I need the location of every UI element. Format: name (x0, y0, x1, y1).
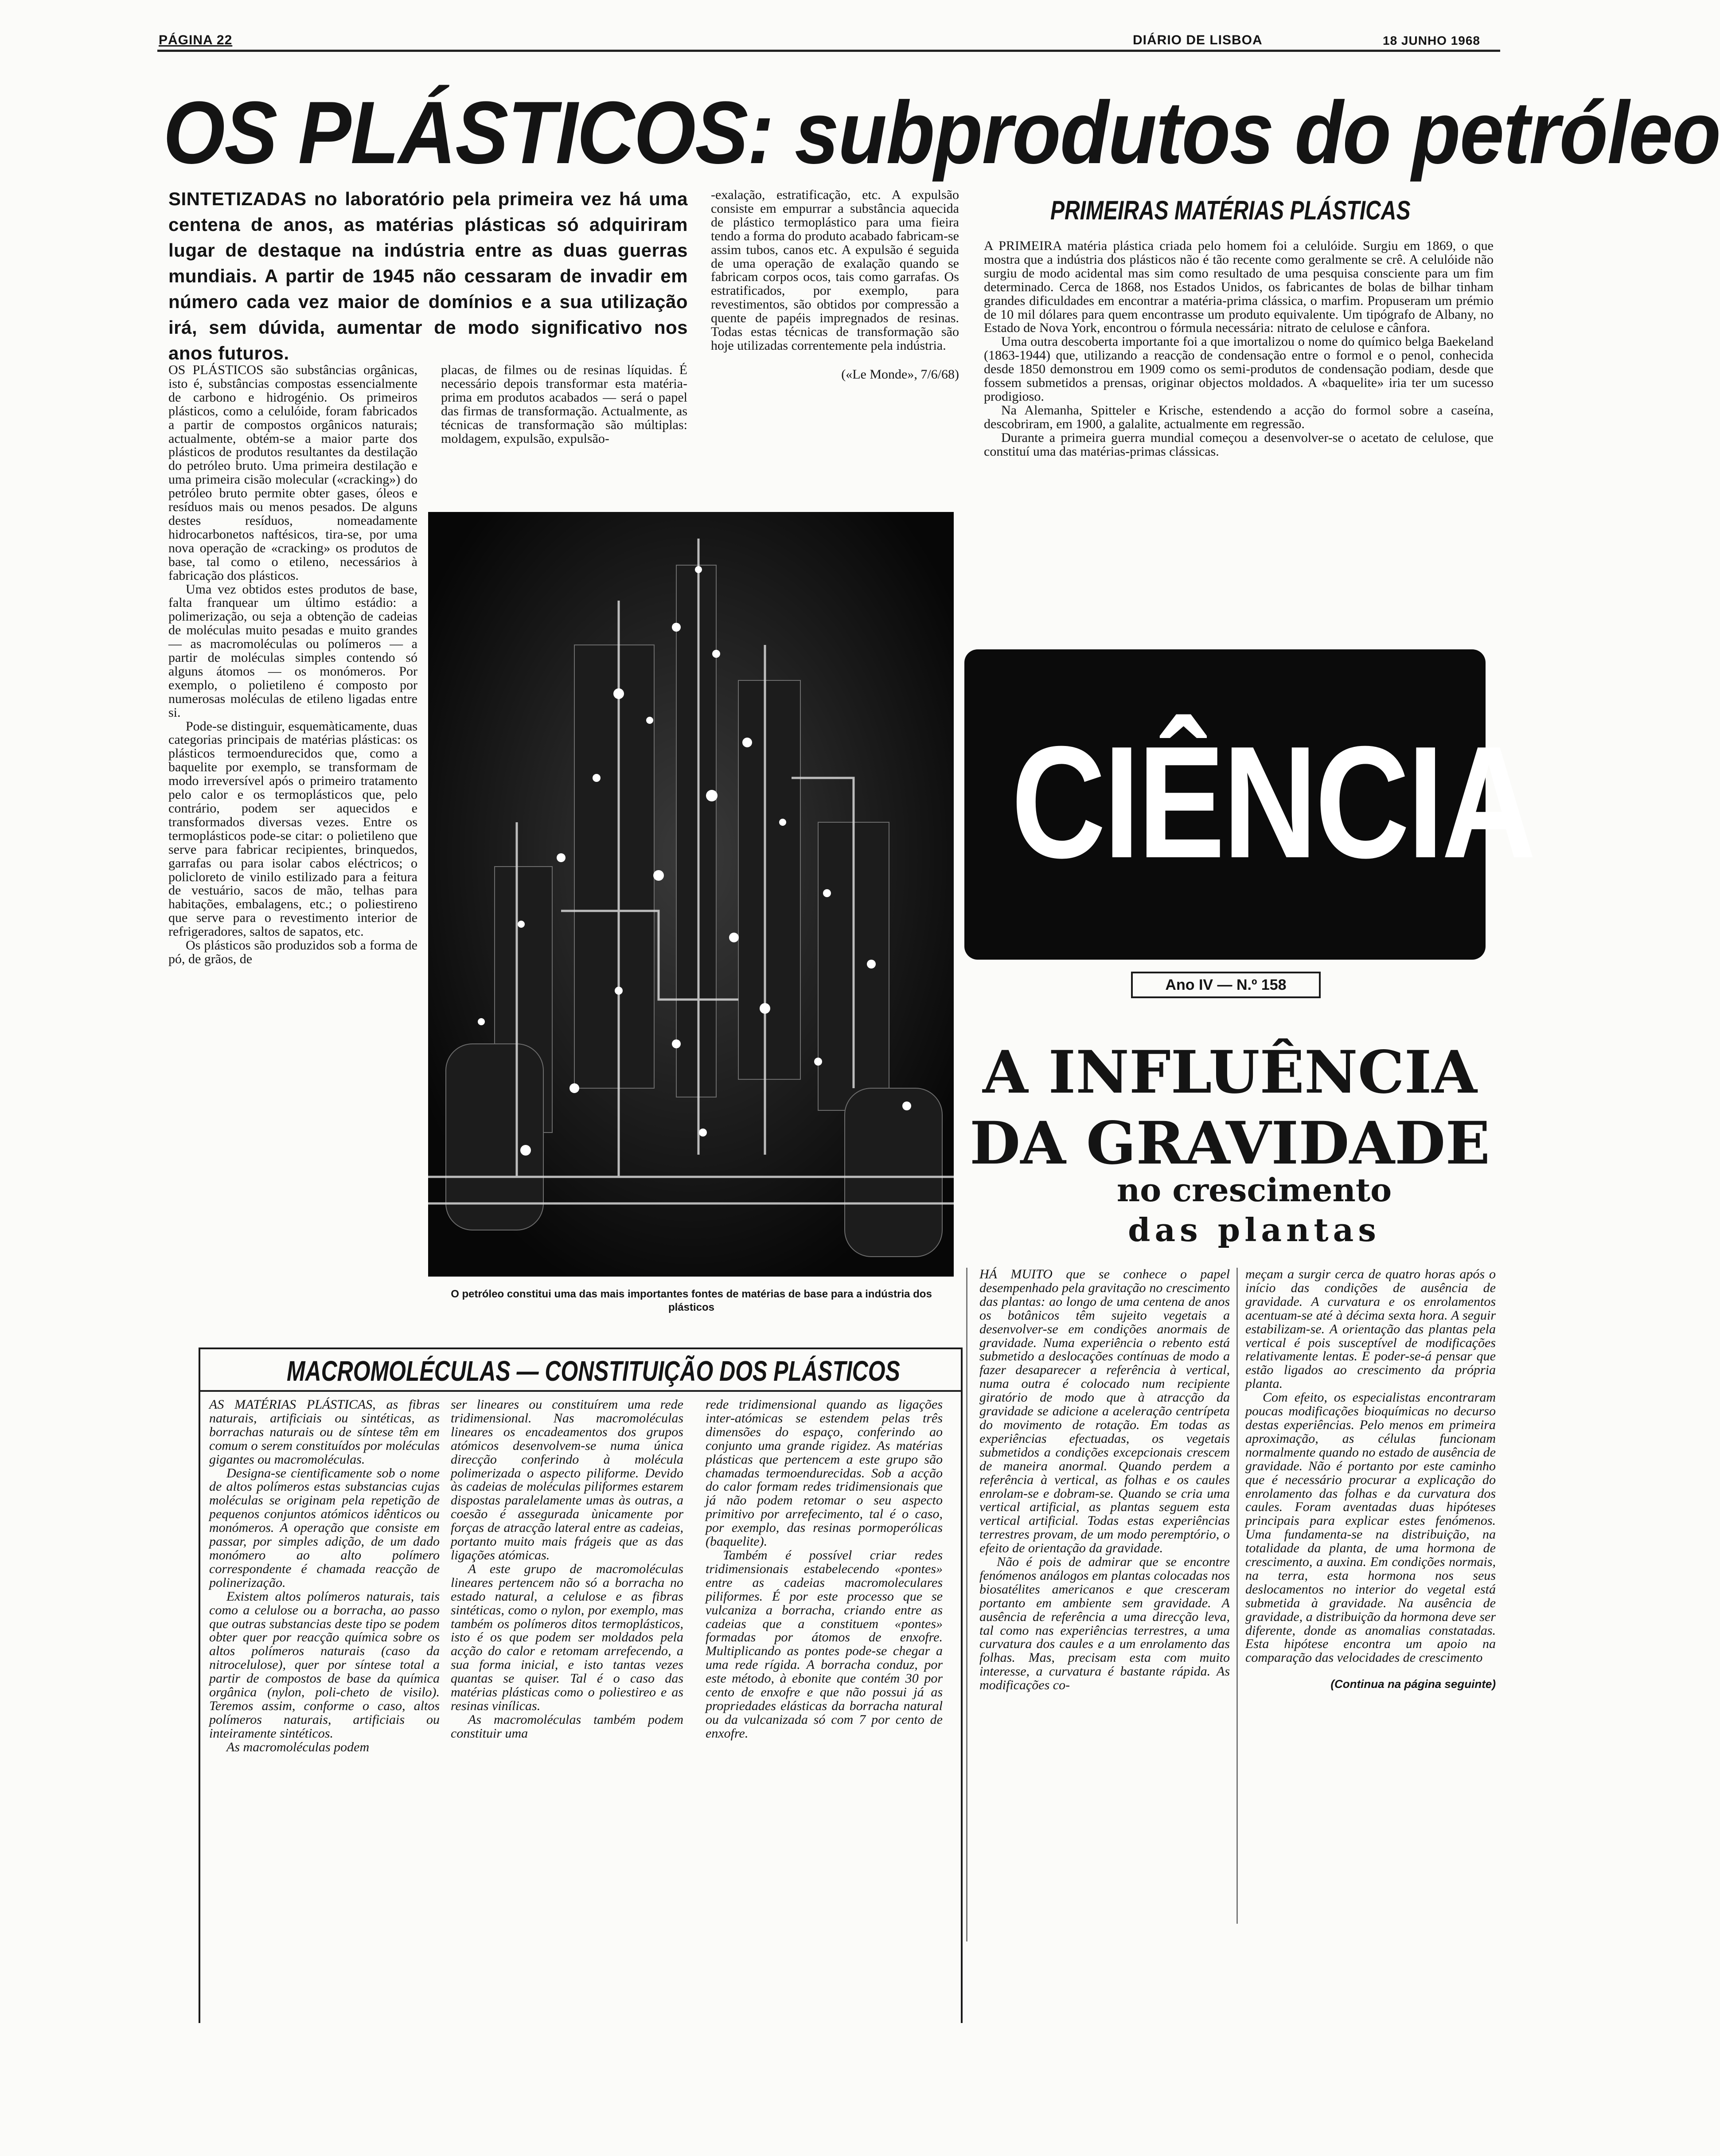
box-col1-para2: Designa-se cientificamente sob o nome de altos polímeros estas substancias cujas moléculas se originam pela repetição de pequenos conjuntos atómicos idênticos ou monómeros. A operação que consiste em passar, por simples adição, de um dado monómero ao alto polímero correspondente é chamada reacção de polinerização. (209, 1465, 440, 1590)
box-title-rule (200, 1390, 961, 1392)
article2-subtitle-line2: das plantas (1128, 1211, 1381, 1249)
box-col3-para1: rede tridimensional quando as ligações inter-atómicas se estendem pelas três dimensões do espaço, conferindo ao conjunto uma grande rigidez. As matérias plásticas que pertencem a este grupo são chamadas termoendurecidas. Sob a acção do calor formam redes tridimensionais que já não podem retomar o seu aspecto primitivo por arrefecimento, tal é o caso, por exemplo, das resinas pormoperólicas (baquelite). (706, 1397, 943, 1549)
article1-col1-para1: OS PLÁSTICOS são substâncias orgânicas, isto é, substâncias compostas essencialmente de carbono e hidrogénio. Os primeiros plásticos, como a celulóide, foram fabricados a partir de compostos orgânicos naturais; actualmente, obtém-se a maior parte dos plásticos de produtos resultantes da destilação do petróleo bruto. Uma primeira destilação e uma primeira cisão molecular («cracking») do petróleo bruto permite obter gases, óleos e resíduos mais ou menos pesados. De alguns destes resíduos, nomeadamente hidrocarbonetos naftésicos, tira-se, por uma nova operação de «cracking» os produtos de base, tal como o etileno, necessários à fabricação dos plásticos. (168, 363, 417, 583)
newspaper-name: DIÁRIO DE LISBOA (1133, 33, 1263, 47)
article2-title-line1: A INFLUÊNCIA (983, 1038, 1477, 1107)
box-col3-para2: Também é possível criar redes tridimensionais estabelecendo «pontes» entre as cadeias macromoleculares piliformes. É por este processo que se vulcaniza a borracha, criando entre as cadeias que a constituem «pontes» formadas por átomos de enxofre. Multiplicando as pontes pode-se chegar a uma rede rígida. A borracha conduz, por este método, à ebonite que contém 30 por cento de enxofre e que não possui já as propriedades elásticas da borracha natural ou da vulcanizada só com 7 por cento de enxofre. (706, 1547, 943, 1741)
article2-subtitle (1064, 1170, 1445, 1250)
sidebar-para1: A PRIMEIRA matéria plástica criada pelo homem foi a celulóide. Surgiu em 1869, o que mostra que a indústria dos plásticos não é tão recente como geralmente se crê. A celulóide não surgiu de modo acidental mas sim como resultado de uma pesquisa consciente para um fim determinado. Cerca de 1868, nos Estados Unidos, os fabricantes de bolas de bilhar tinham grandes dificuldades em encontrar a matéria-prima clássica, o marfim. Propuseram um prémio de 10 mil dólares para quem encontrasse um produto equivalente. Um tipógrafo de Albany, no Estado de Nova York, encontrou o fórmula necessária: nitrato de celulose e cânfora. (984, 238, 1494, 336)
article2-continued: (Continua na página seguinte) (1330, 1677, 1496, 1691)
article2-column2 (1245, 1268, 1496, 1691)
article2-col2-para1: meçam a surgir cerca de quatro horas após o início das condições de ausência de gravidade. A curvatura e os enrolamentos acentuam-se até à décima sexta hora. A seguir estabilizam-se. A orientação das plantas pela vertical é pois susceptível de modificações relativamente lentas. E poder-se-á pensar que estão ligados ao crescimento da própria planta. (1245, 1267, 1496, 1391)
issue-date: 18 JUNHO 1968 (1383, 34, 1481, 47)
sidebar-para3: Na Alemanha, Spitteler e Krische, estendendo a acção do formol sobre a caseína, descobriram, em 1900, a galalite, actualmente em regressão. (984, 402, 1494, 431)
box-column3 (706, 1398, 943, 1741)
column-divider (966, 1268, 967, 1941)
article2-subtitle-line1: no crescimento (1116, 1171, 1392, 1209)
photo-caption: O petróleo constitui uma das mais importantes fontes de matérias de base para a indústria dos plásticos (451, 1288, 932, 1313)
lead-paragraph: SINTETIZADAS no laboratório pela primeira vez há uma centena de anos, as matérias plásticas só adquiriram lugar de destaque na indústria entre as duas guerras mundiais. A partir de 1945 não cessaram de invadir em número cada vez maior de domínios e a sua utilização irá, sem dúvida, aumentar de modo significativo nos anos futuros. (168, 188, 688, 363)
box-column2 (451, 1398, 683, 1741)
issue-box: Ano IV — N.º 158 (1131, 972, 1321, 998)
box-col1-para1: AS MATÉRIAS PLÁSTICAS, as fibras naturais, artificiais ou sintéticas, as borrachas naturais ou de síntese têm em comum o serem constituídos por moléculas gigantes ou macromoléculas. (209, 1397, 440, 1467)
article1-col2-text: placas, de filmes ou de resinas líquidas. É necessário depois transformar esta matéria-prima em produtos acabados — será o papel das firmas de transformação. Actualmente, as técnicas de transformação são múltiplas: moldagem, expulsão, expulsão- (441, 363, 687, 446)
article2-col2-para2: Com efeito, os especialistas encontraram poucas modificações bioquímicas no decurso destas experiências. Pelo menos em primeira aproximação, as células funcionam normalmente quando no estado de ausência de gravidade. Não é portanto por este caminho que é necessário procurar a explicação do enrolamento das folhas e da curvatura dos caules. Foram aventadas duas hipóteses principais para explicar estes fenómenos. Uma fundamenta-se na distribuição, na totalidade da planta, de uma hormona de crescimento, a auxina. Em condições normais, na terra, esta hormona nos seus deslocamentos no interior do vegetal está submetida à gravidade. Na ausência de gravidade, a distribuição da hormona deve ser diferente, donde as anomalias constatadas. Esta hipótese encontra um apoio na comparação das velocidades de crescimento (1245, 1390, 1496, 1665)
box-col2-para1: ser lineares ou constituírem uma rede tridimensional. Nas macromoléculas lineares os encadeamentos dos grupos atómicos desenvolvem-se numa única direcção conferindo à molécula polimerizada o aspecto piliforme. Devido às cadeias de moléculas piliformes estarem dispostas paralelamente umas às outras, a coesão é assegurada ùnicamente por forças de atracção lateral entre as cadeias, portanto muito mais frágeis que as das ligações atómicas. (451, 1397, 683, 1562)
box-col1-para3: Existem altos polímeros naturais, tais como a celulose ou a borracha, ao passo que outras substancias deste tipo se podem obter quer por reacção química sobre os altos polímeros naturais (caso da nitrocelulose), quer por síntese total a partir de compostos de base da química orgânica (nylon, poli-cheto de visilo). Teremos assim, conforme o caso, altos polímeros naturais, artificiais ou inteiramente sintéticos. (209, 1589, 440, 1741)
article2-col1-para2: Não é pois de admirar que se encontre fenómenos análogos em plantas colocadas nos biosatélites americanos e que cresceram portanto em ambiente sem gravidade. A ausência de referência a uma direcção leva, tal como nas experiências terrestres, a uma curvatura dos caules e a um enrolamento das folhas. Mas, precisam esta com muito interesse, a curvatura é bastante rápida. As modificações co- (979, 1555, 1230, 1693)
box-col2-para2: A este grupo de macromoléculas lineares pertencem não só a borracha no estado natural, a celulose e as fibras sintéticas, como o nylon, por exemplo, mas também os polímeros ditos termoplásticos, isto é os que podem ser moldados pela acção do calor e retomam arrefecendo, a sua forma inicial, e isto tantas vezes quantas se quiser. Tal é o caso das matérias plásticas como o poliestireo e as resinas vinílicas. (451, 1561, 683, 1713)
article1-source: («Le Monde», 7/6/68) (841, 367, 959, 382)
section-banner (964, 649, 1534, 960)
column-divider (1236, 1268, 1238, 1924)
macromolecules-box (199, 1348, 963, 2023)
sidebar-para4: Durante a primeira guerra mundial começou a desenvolver-se o acetato de celulose, que constituí uma das matérias-primas clássicas. (984, 430, 1494, 459)
article2-title-line2: DA GRAVIDADE (969, 1109, 1490, 1178)
section-name: CIÊNCIA (1011, 713, 1534, 891)
header-rule (157, 50, 1500, 52)
article1-column2 (441, 363, 687, 445)
page-number: PÁGINA 22 (159, 33, 233, 47)
box-col1-para4: As macromoléculas podem (226, 1739, 370, 1754)
box-title: MACROMOLÉCULAS — CONSTITUIÇÃO DOS PLÁSTICOS (287, 1355, 900, 1387)
article1-column3 (711, 188, 959, 382)
article2-col1-para1: HÁ MUITO que se conhece o papel desempenhado pela gravitação no crescimento das plantas: ao longo de uma centena de anos os botânicos têm sujeito vegetais a desenvolver-se em condições anormais de gravidade. Numa experiência o rebento está submetido a deslocações contínuas de modo a fazer desaparecer a referência à vertical, numa outra é colocado num recipiente giratório de modo que à atracção da gravidade se adicione a aceleração centrípeta do movimento de rotação. Em todas as experiências efectuadas, os vegetais submetidos a condições excepcionais crescem de maneira anormal. Quando perdem a referência à vertical, as folhas e os caules enrolam-se e dobram-se. Quando se cria uma vertical artificial, as plantas seguem esta vertical artificial. Todas estas experiências terrestres provam, de um modo peremptório, o efeito de orientação da gravidade. (979, 1267, 1230, 1556)
headline-part2: subprodutos do petróleo (794, 83, 1720, 182)
article2-column1 (979, 1268, 1230, 1692)
refinery-photo (428, 512, 954, 1277)
article2-title (966, 1037, 1494, 1179)
sidebar-text (984, 239, 1494, 459)
article1-col1-para3: Pode-se distinguir, esquemàticamente, duas categorias principais de matérias plásticas: os plásticos termoendurecidos que, como a baquelite por exemplo, se transformam de modo irreversível após o primeiro tratamento pelo calor e os termoplásticos que, pelo contrário, podem ser aquecidos e transformados diversas vezes. Entre os termoplásticos pode-se citar: o polietileno que serve para fabricar recipientes, brinquedos, garrafas ou para isolar cabos eléctricos; o policloreto de vinilo estilizado para a feitura de vestuário, sacos de mão, telhas para habitações, embalagens, etc.; o poliestireno que serve para o revestimento interior de refrigeradores, saltos de sapatos, etc. (168, 719, 417, 939)
headline-part1: OS PLÁSTICOS: (163, 83, 773, 182)
refinery-illustration (428, 512, 954, 1277)
box-column1 (209, 1398, 440, 1754)
article1-column1 (168, 363, 417, 966)
main-headline (163, 83, 1720, 186)
sidebar-para2: Uma outra descoberta importante foi a que imortalizou o nome do químico belga Baekeland (1863-1944) que, utilizando a reacção de condensação entre o formol e o penol, conhecida desde 1850 demonstrou em 1909 como os semi-produtos de condensação podiam, desde que fossem submetidos a prensas, originar objectos moldados. A «baquelite» iria ter um sucesso prodigioso. (984, 334, 1494, 404)
article1-col1-para4: Os plásticos são produzidos sob a forma de pó, de grãos, de (168, 938, 417, 966)
article1-col3-text: -exalação, estratificação, etc. A expulsão consiste em empurrar a substância aquecida de plástico termoplástico para uma fieira tendo a forma do produto acabado fabricam-se assim tubos, canos etc. A expulsão é seguida de uma operação de exalação quando se fabricam corpos ocos, tais como garrafas. Os estratificados, por exemplo, para revestimentos, são obtidos por compressão a quente de papéis impregnados de resinas. Todas estas técnicas de transformação são hoje utilizadas correntemente pela indústria. (711, 187, 959, 353)
sidebar-title: PRIMEIRAS MATÉRIAS PLÁSTICAS (1050, 195, 1411, 225)
article1-col1-para2: Uma vez obtidos estes produtos de base, falta franquear um último estádio: a polimerização, ou seja a obtenção de cadeias de moléculas muito pesadas e muito grandes — as macromoléculas ou polímeros — a partir de moléculas simples contendo só alguns átomos — os monómeros. Por exemplo, o polietileno é composto por numerosas moléculas de etileno ligadas entre si. (168, 582, 417, 720)
box-col2-para3: As macromoléculas também podem constituir uma (451, 1712, 683, 1741)
